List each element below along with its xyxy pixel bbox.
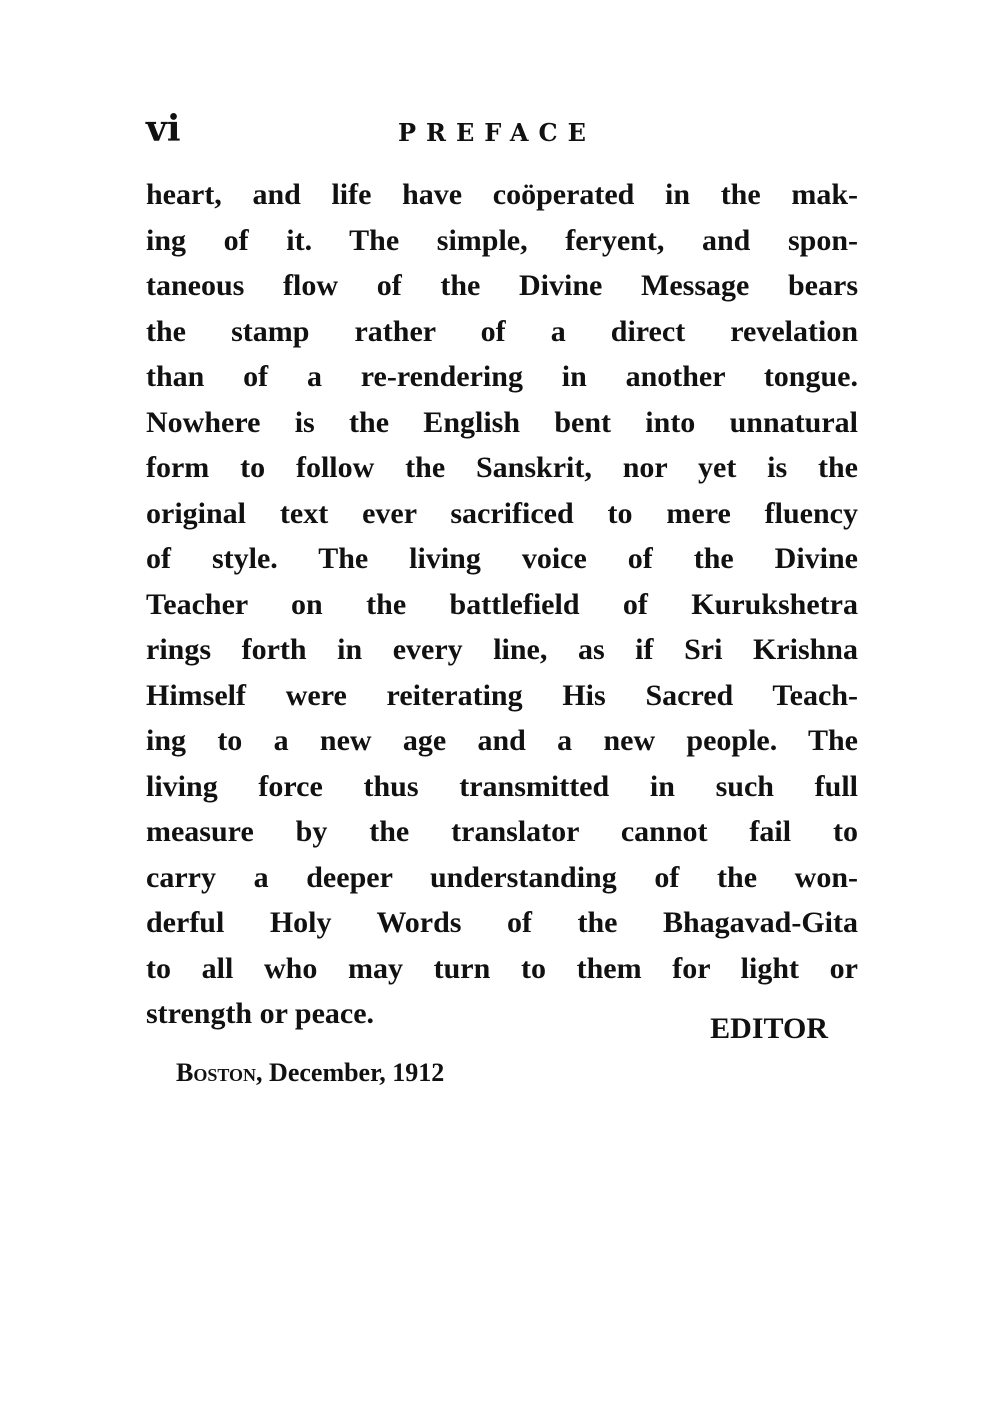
text-line: than of a re-rendering in another tongue. [146,360,858,393]
page-header [146,108,858,158]
text-line: the stamp rather of a direct revelation [146,314,858,348]
running-title: PREFACE [398,118,596,147]
text-line: heart, and life have coöperated in the mak- [146,178,858,211]
text-line: ing to a new age and a new people. The [146,724,858,757]
text-line: derful Holy Words of the Bhagavad-Gita [146,906,858,939]
text-line: strength or peace. [146,997,375,1030]
text-line: rings forth in every line, as if Sri Krishna [146,633,858,666]
text-line: carry a deeper understanding of the won- [146,860,858,894]
dateline [176,1058,444,1088]
text-line: taneous flow of the Divine Message bears [146,269,858,302]
text-line: Himself were reiterating His Sacred Teach- [146,678,858,712]
text-line: to all who may turn to them for light or [146,951,858,985]
text-line: measure by the translator cannot fail to [146,815,858,848]
text-line: ing of it. The simple, feryent, and spon- [146,223,858,257]
page-number: vi [146,108,181,150]
text-line: form to follow the Sanskrit, nor yet is the [146,451,858,484]
text-line: of style. The living voice of the Divine [146,542,858,575]
text-line: original text ever sacrificed to mere fluency [146,496,858,530]
dateline-date: , December, 1912 [256,1058,445,1087]
text-line: Teacher on the battlefield of Kurukshetra [146,587,858,621]
dateline-place: Boston [176,1058,257,1087]
text-line: living force thus transmitted in such full [146,769,858,803]
editor-signature: EDITOR [710,1012,828,1045]
text-line: Nowhere is the English bent into unnatural [146,405,858,439]
preface-body [146,172,858,1037]
